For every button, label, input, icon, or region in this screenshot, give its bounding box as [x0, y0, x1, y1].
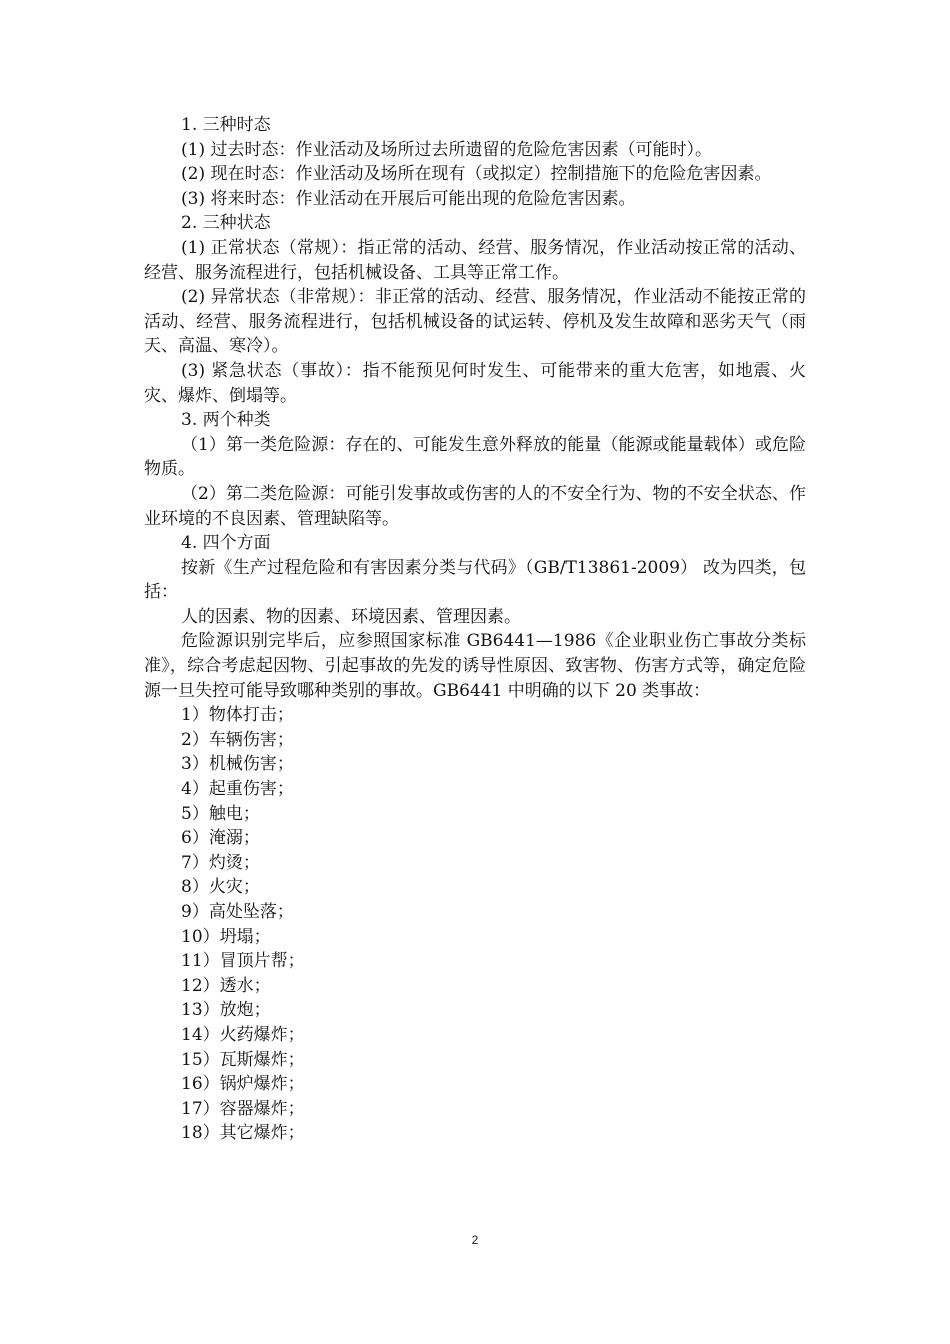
list-item: 6）淹溺；	[181, 828, 260, 849]
list-item: 4）起重伤害；	[181, 779, 294, 800]
list-item: 2）车辆伤害；	[181, 729, 294, 750]
list-item: 3）机械伤害；	[181, 754, 294, 775]
list-item: 1）物体打击；	[181, 705, 294, 726]
list-item: 15）瓦斯爆炸；	[181, 1049, 305, 1070]
accident-list	[144, 703, 806, 1146]
paragraph-second-type-hazard: （2）第二类危险源：可能引发事故或伤害的人的不安全行为、物的不安全状态、作业环境的不良因素、管理缺陷等。	[144, 483, 806, 529]
list-item: 10）坍塌；	[181, 926, 271, 947]
section-heading-four-aspects: 4. 四个方面	[181, 533, 271, 554]
paragraph-four-factors: 人的因素、物的因素、环境因素、管理因素。	[181, 606, 521, 627]
document-body	[144, 113, 806, 1146]
list-item: 5）触电；	[181, 803, 260, 824]
page-number: 2	[471, 1233, 479, 1247]
list-item: 16）锅炉爆炸；	[181, 1074, 305, 1095]
list-item: 12）透水；	[181, 975, 271, 996]
section-heading-three-conditions: 2. 三种状态	[181, 213, 271, 234]
paragraph-normal-condition: (1) 正常状态（常规）：指正常的活动、经营、服务情况，作业活动按正常的活动、经营、服务流程进行，包括机械设备、工具等正常工作。	[144, 237, 806, 283]
section-heading-three-time-states: 1. 三种时态	[181, 115, 271, 135]
paragraph-future-state: (3) 将来时态：作业活动在开展后可能出现的危险危害因素。	[181, 188, 636, 209]
paragraph-present-state: (2) 现在时态：作业活动及场所在现有（或拟定）控制措施下的危险危害因素。	[181, 164, 772, 185]
list-item: 17）容器爆炸；	[181, 1098, 305, 1119]
section-heading-two-types: 3. 两个种类	[181, 410, 271, 431]
list-item: 13）放炮；	[181, 1000, 271, 1021]
paragraph-new-standard: 按新《生产过程危险和有害因素分类与代码》（GB/T13861-2009） 改为四类，包括：	[144, 557, 806, 603]
list-item: 7）灼烫；	[181, 852, 260, 873]
paragraph-past-state: (1) 过去时态：作业活动及场所过去所遗留的危险危害因素（可能时）。	[181, 139, 712, 160]
list-item: 8）火灾；	[181, 877, 260, 898]
list-item: 9）高处坠落；	[181, 902, 294, 922]
list-item: 14）火药爆炸；	[181, 1024, 305, 1045]
list-item: 18）其它爆炸；	[181, 1123, 305, 1144]
paragraph-first-type-hazard: （1）第一类危险源：存在的、可能发生意外释放的能量（能源或能量载体）或危险物质。	[144, 434, 806, 480]
paragraph-abnormal-condition: (2) 异常状态（非常规）：非正常的活动、经营、服务情况，作业活动不能按正常的活动、经营、服务流程进行，包括机械设备的试运转、停机及发生故障和恶劣天气（雨天、高温、寒冷）。	[144, 287, 806, 357]
paragraph-emergency-condition: (3) 紧急状态（事故）：指不能预见何时发生、可能带来的重大危害，如地震、火灾、爆炸、倒塌等。	[144, 360, 806, 406]
paragraph-gb6441-intro: 危险源识别完毕后，应参照国家标准 GB6441—1986《企业职业伤亡事故分类标准》，综合考虑起因物、引起事故的先发的诱导性原因、致害物、伤害方式等，确定危险源一旦失控可能导致哪种类别的事故。GB6441 中明确的以下 20 类事故：	[144, 631, 806, 701]
list-item: 11）冒顶片帮；	[181, 951, 305, 972]
